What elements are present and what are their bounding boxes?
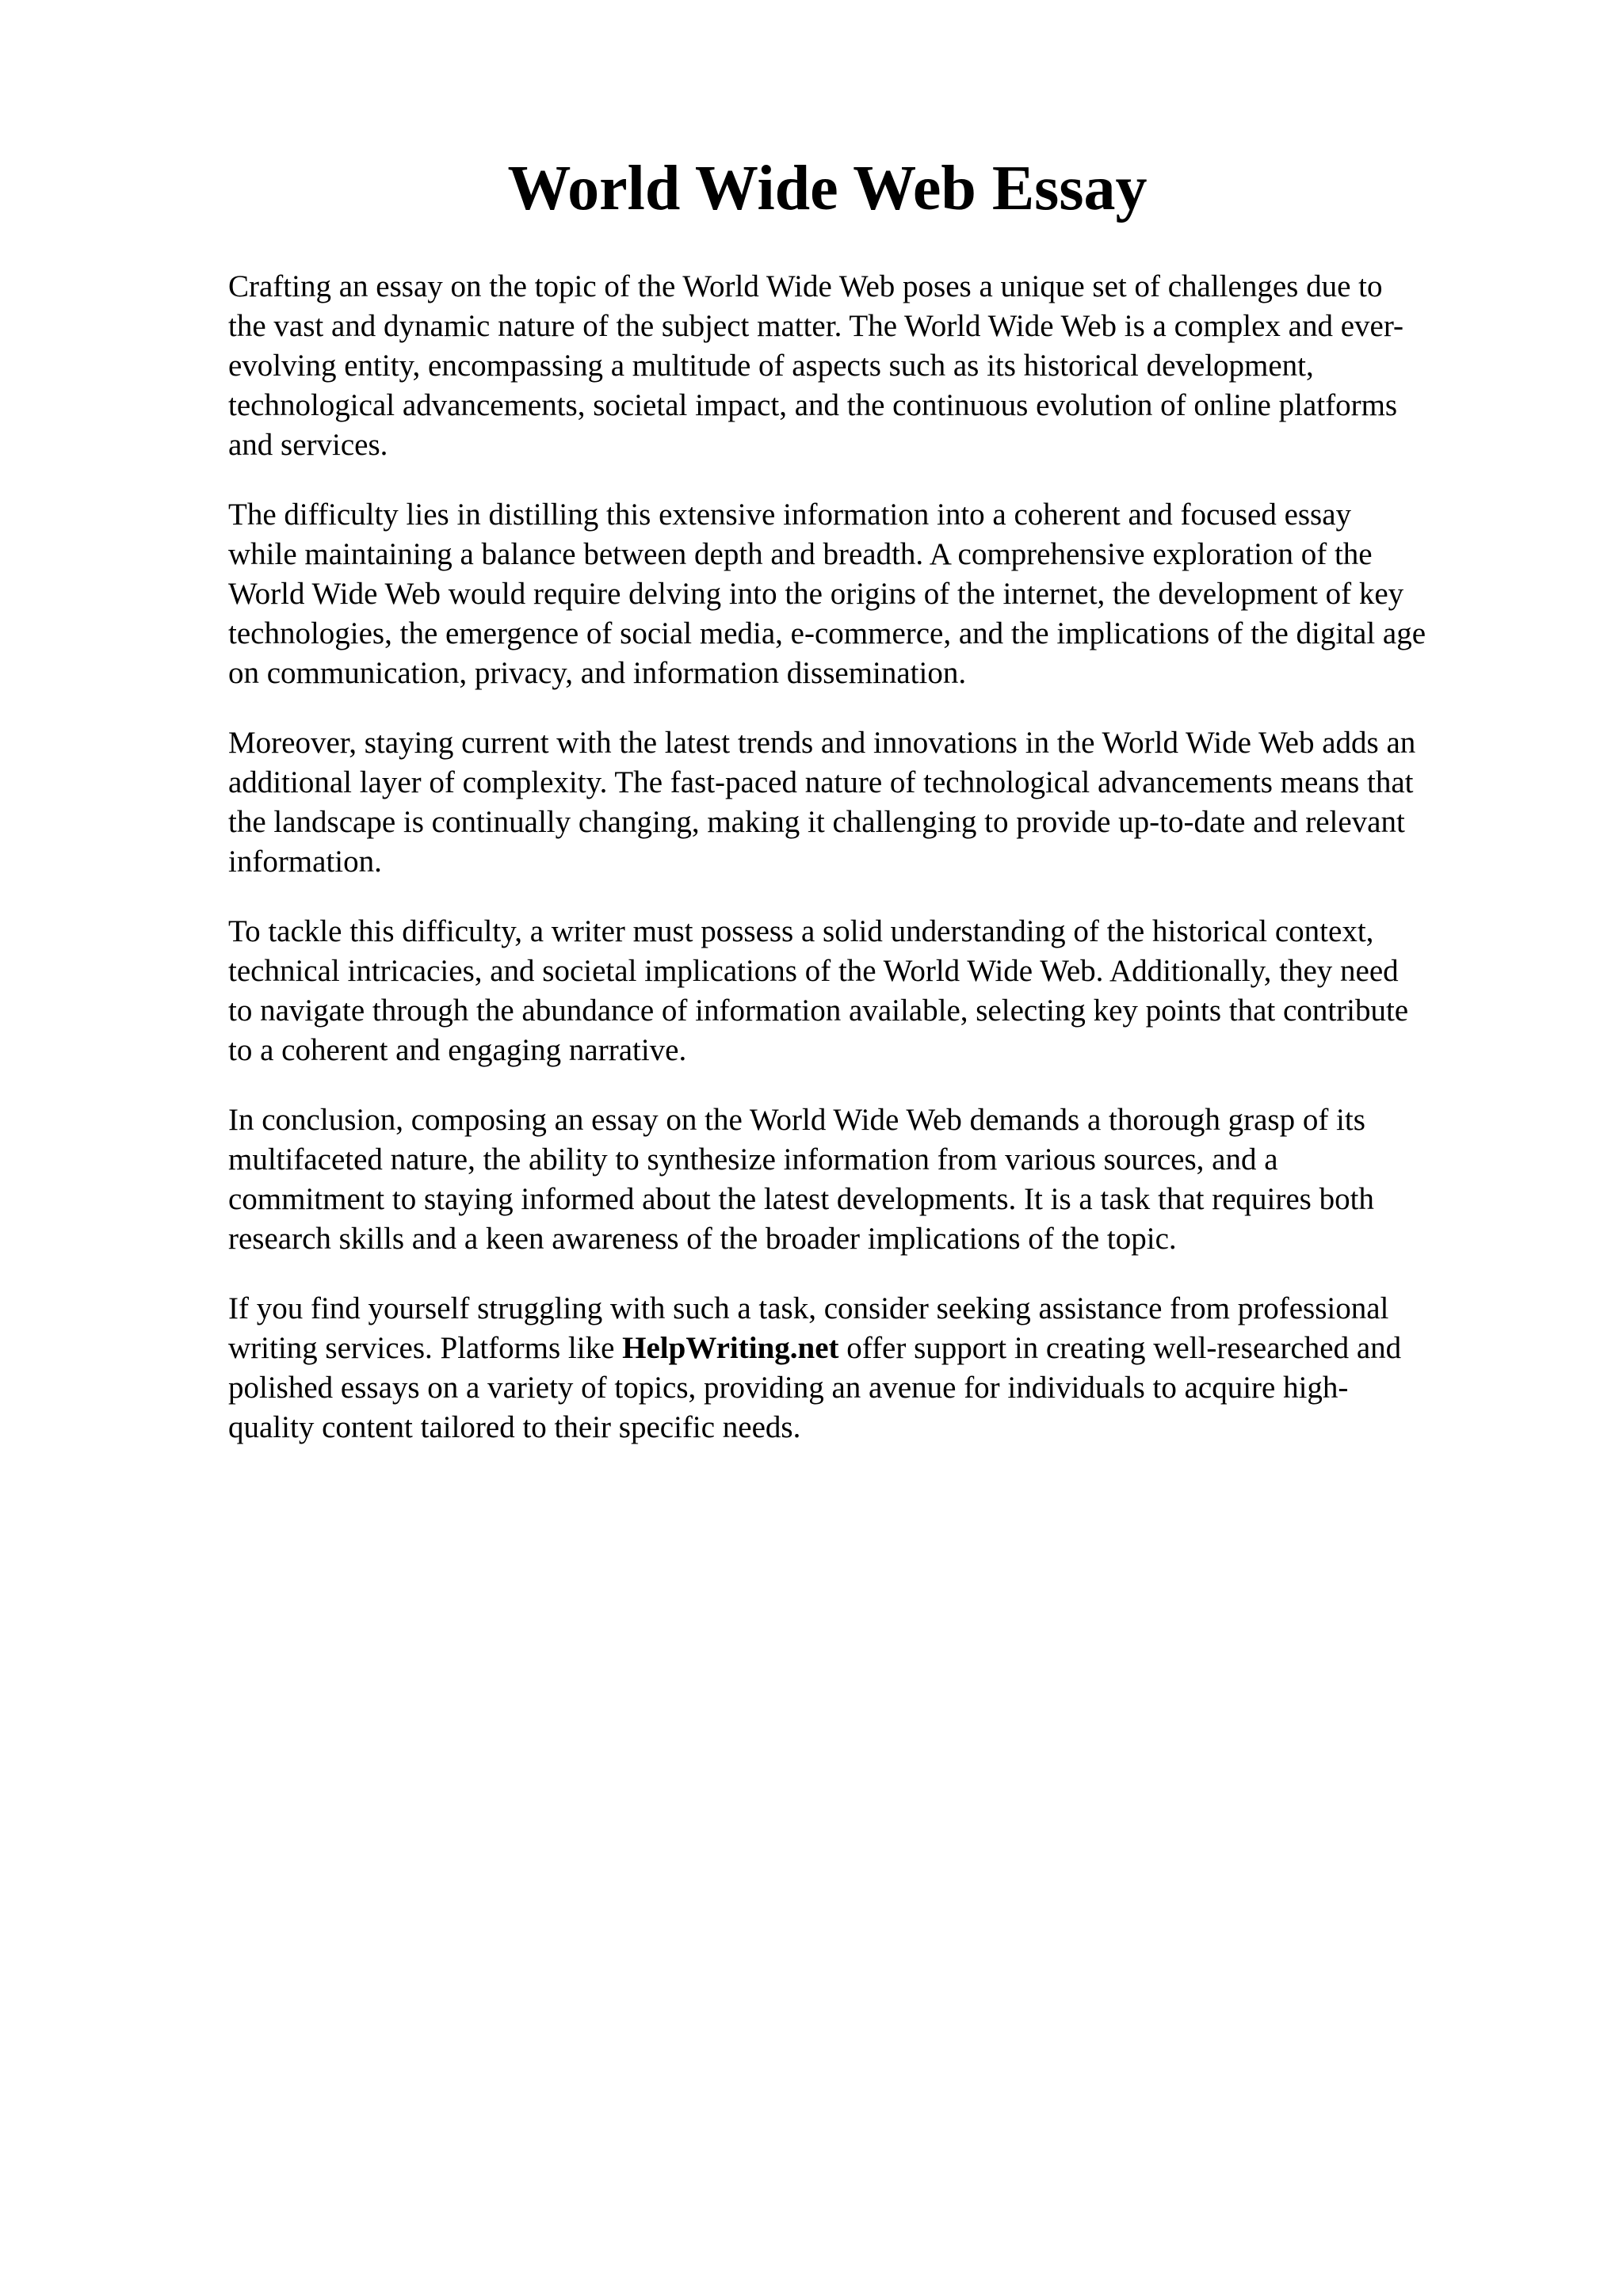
essay-body [228,267,1426,1447]
closing-text-after-brand: offer support in creating well-researched and polished essays on a variety of topics, providing an avenue for individuals to acquire high-quality content tailored to their specific needs. [228,1331,1402,1445]
closing-text-before-brand: If you find yourself struggling with such a task, consider seeking assistance from professional writing services. Platforms like [228,1291,1389,1366]
essay-paragraph-closing [228,1289,1426,1447]
essay-paragraph-3: Moreover, staying current with the latest trends and innovations in the World Wide Web adds an additional layer of complexity. The fast-paced nature of technological advancements means that the landscape is continually changing, making it challenging to provide up-to-date and relevant information. [228,726,1416,879]
page-title: World Wide Web Essay [507,154,1148,223]
brand-name: HelpWriting.net [622,1331,839,1366]
essay-paragraph-1: Crafting an essay on the topic of the World Wide Web poses a unique set of challenges due to the vast and dynamic nature of the subject matter. The World Wide Web is a complex and ever-evolving entity, encompassing a multitude of aspects such as its historical development, technological advancements, societal impact, and the continuous evolution of online platforms and services. [228,269,1404,463]
essay-paragraph-2: The difficulty lies in distilling this extensive information into a coherent and focused essay while maintaining a balance between depth and breadth. A comprehensive exploration of the World Wide Web would require delving into the origins of the internet, the development of key technologies, the emergence of social media, e-commerce, and the implications of the digital age on communication, privacy, and information dissemination. [228,498,1426,691]
essay-paragraph-5: In conclusion, composing an essay on the World Wide Web demands a thorough grasp of its multifaceted nature, the ability to synthesize information from various sources, and a commitment to staying informed about the latest developments. It is a task that requires both research skills and a keen awareness of the broader implications of the topic. [228,1103,1374,1257]
essay-paragraph-4: To tackle this difficulty, a writer must possess a solid understanding of the historical context, technical intricacies, and societal implications of the World Wide Web. Additionally, they need to navigate through the abundance of information available, selecting key points that contribute to a coherent and engaging narrative. [228,914,1409,1068]
